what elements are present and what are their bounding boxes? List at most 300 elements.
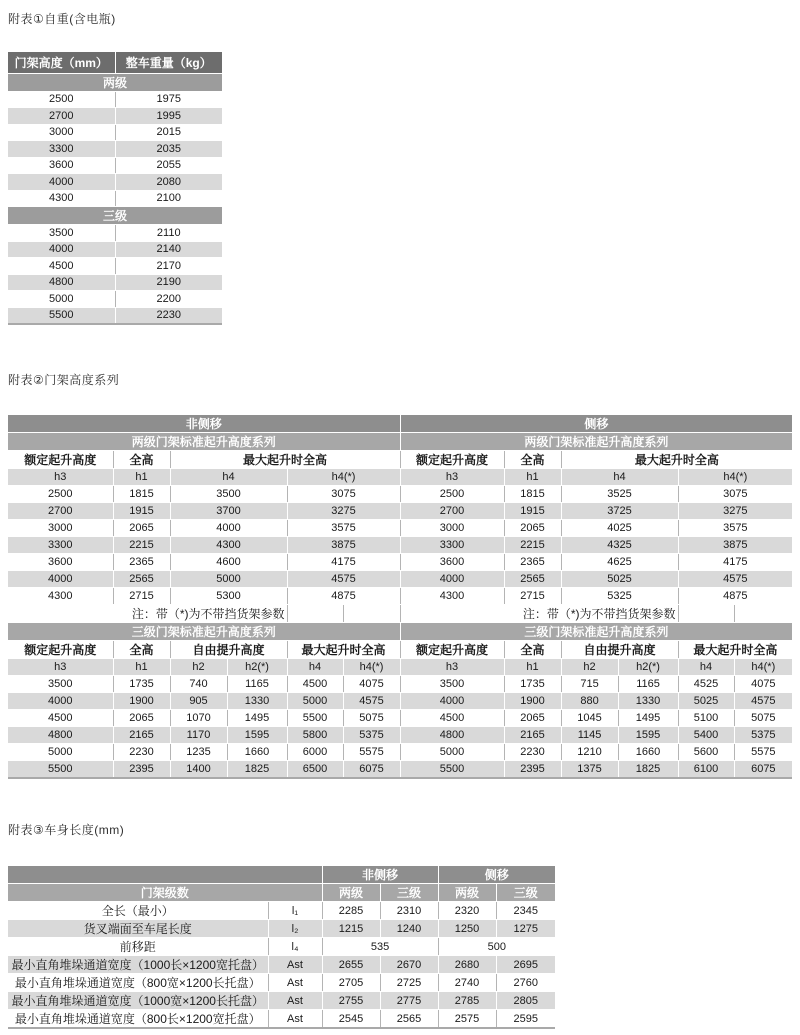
cell: 1915 (504, 503, 561, 520)
row-symbol: l₁ (268, 902, 322, 920)
sub-header: h4(*) (343, 659, 400, 676)
table-row (8, 710, 792, 727)
row-symbol: Ast (268, 974, 322, 992)
cell: 5500 (400, 761, 504, 778)
cell: 4000 (8, 174, 115, 191)
cell: 1995 (115, 108, 222, 125)
cell: 4075 (343, 676, 400, 693)
group-header: 全高 (504, 451, 561, 469)
cell: 5000 (8, 291, 115, 308)
cell: 4000 (170, 520, 287, 537)
cell: 1900 (504, 693, 561, 710)
cell: 2565 (504, 571, 561, 588)
column-header: 两级 (438, 884, 496, 902)
cell: 4300 (400, 588, 504, 605)
cell: 1660 (227, 744, 287, 761)
cell: 1495 (618, 710, 678, 727)
cell: 2575 (438, 1010, 496, 1029)
cell: 3600 (8, 157, 115, 174)
cell: 1145 (561, 727, 618, 744)
column-header: 门架高度（mm） (8, 52, 115, 73)
cell: 2230 (115, 307, 222, 324)
column-header: 整车重量（kg） (115, 52, 222, 73)
cell: 5000 (287, 693, 343, 710)
table2-title: 附表②门架高度系列 (8, 373, 120, 387)
cell: 2500 (400, 486, 504, 503)
row-label: 最小直角堆垛通道宽度（1000宽×1200长托盘） (8, 992, 268, 1010)
cell: 6100 (678, 761, 734, 778)
mast-height-table-wrap (8, 415, 792, 779)
cell: 2655 (322, 956, 380, 974)
table-row (8, 291, 222, 308)
table1-title: 附表①自重(含电瓶) (8, 12, 116, 26)
cell: 3300 (8, 141, 115, 158)
cell: 2715 (113, 588, 170, 605)
cell: 2190 (115, 274, 222, 291)
cell: 6075 (734, 761, 792, 778)
cell: 2365 (113, 554, 170, 571)
cell: 4875 (678, 588, 792, 605)
table-row (8, 241, 222, 258)
cell: 1375 (561, 761, 618, 778)
cell: 4800 (8, 727, 113, 744)
table-row (8, 124, 222, 141)
cell: 1660 (618, 744, 678, 761)
cell: 1825 (227, 761, 287, 778)
table-row (8, 571, 792, 588)
group-header: 全高 (113, 641, 170, 659)
cell: 5575 (734, 744, 792, 761)
cell: 4575 (678, 571, 792, 588)
cell: 4300 (8, 190, 115, 207)
sub-header: h4(*) (734, 659, 792, 676)
cell: 2670 (380, 956, 438, 974)
self-weight-table-wrap (8, 52, 222, 325)
cell: 3075 (287, 486, 400, 503)
cell: 4800 (8, 274, 115, 291)
cell: 2165 (113, 727, 170, 744)
table-row (8, 761, 792, 778)
sub-header: h1 (504, 469, 561, 486)
cell: 2715 (504, 588, 561, 605)
cell: 4500 (400, 710, 504, 727)
cell: 4325 (561, 537, 678, 554)
cell: 4500 (8, 710, 113, 727)
table-row (8, 537, 792, 554)
section-band: 两级 (8, 73, 222, 91)
cell: 3000 (8, 124, 115, 141)
cell: 3275 (678, 503, 792, 520)
cell: 2760 (496, 974, 555, 992)
column-header: 三级 (380, 884, 438, 902)
sub-header: h2 (561, 659, 618, 676)
sub-header: h4 (287, 659, 343, 676)
cell: 2500 (8, 486, 113, 503)
sub-header: h2 (170, 659, 227, 676)
cell: 2395 (113, 761, 170, 778)
cell: 1815 (113, 486, 170, 503)
mode-band: 侧移 (400, 415, 792, 433)
cell: 3600 (400, 554, 504, 571)
cell: 5500 (8, 307, 115, 324)
cell: 2065 (113, 710, 170, 727)
cell: 1400 (170, 761, 227, 778)
row-label: 前移距 (8, 938, 268, 956)
row-label: 最小直角堆垛通道宽度（800宽×1200长托盘） (8, 974, 268, 992)
table-row (8, 174, 222, 191)
cell: 2200 (115, 291, 222, 308)
cell: 1595 (618, 727, 678, 744)
mode-band: 侧移 (438, 866, 555, 884)
table-row (8, 108, 222, 125)
cell: 4175 (287, 554, 400, 571)
cell: 4075 (734, 676, 792, 693)
sub-header: h4(*) (678, 469, 792, 486)
cell: 3600 (8, 554, 113, 571)
cell: 5075 (734, 710, 792, 727)
cell: 3500 (400, 676, 504, 693)
group-header: 自由提升高度 (561, 641, 678, 659)
cell: 905 (170, 693, 227, 710)
table-row (8, 157, 222, 174)
cell: 1915 (113, 503, 170, 520)
row-label: 货叉端面至车尾长度 (8, 920, 268, 938)
cell: 4300 (8, 588, 113, 605)
cell: 2595 (496, 1010, 555, 1029)
cell: 2320 (438, 902, 496, 920)
cell: 1825 (618, 761, 678, 778)
cell: 4575 (287, 571, 400, 588)
table-row (8, 274, 222, 291)
cell: 6075 (343, 761, 400, 778)
cell: 3525 (561, 486, 678, 503)
table-row (8, 258, 222, 275)
table-row (8, 902, 555, 920)
row-symbol: Ast (268, 1010, 322, 1029)
cell: 5375 (343, 727, 400, 744)
cell: 715 (561, 676, 618, 693)
cell: 1250 (438, 920, 496, 938)
empty-band-cell (8, 866, 322, 884)
cell: 2015 (115, 124, 222, 141)
cell: 1170 (170, 727, 227, 744)
cell: 500 (438, 938, 555, 956)
cell: 2310 (380, 902, 438, 920)
group-header: 最大起升时全高 (561, 451, 792, 469)
group-header: 门架级数 (8, 884, 322, 902)
cell: 5075 (343, 710, 400, 727)
cell: 3000 (400, 520, 504, 537)
cell: 2215 (113, 537, 170, 554)
cell: 4000 (8, 693, 113, 710)
series-band: 三级门架标准起升高度系列 (8, 623, 400, 641)
cell: 5025 (561, 571, 678, 588)
cell: 4500 (287, 676, 343, 693)
group-header: 最大起升时全高 (170, 451, 400, 469)
cell: 2680 (438, 956, 496, 974)
cell: 5500 (8, 761, 113, 778)
sub-header: h3 (8, 469, 113, 486)
row-label: 最小直角堆垛通道宽度（1000长×1200宽托盘） (8, 956, 268, 974)
cell: 3000 (8, 520, 113, 537)
cell (734, 605, 792, 623)
cell: 2705 (322, 974, 380, 992)
sub-header: h3 (8, 659, 113, 676)
cell: 2565 (380, 1010, 438, 1029)
cell: 5000 (400, 744, 504, 761)
cell: 2500 (8, 91, 115, 108)
cell: 1210 (561, 744, 618, 761)
cell (678, 605, 734, 623)
sub-header: h1 (113, 469, 170, 486)
group-header: 最大起升时全高 (287, 641, 400, 659)
cell: 1975 (115, 91, 222, 108)
table-row (8, 744, 792, 761)
sub-header: h3 (400, 659, 504, 676)
cell: 2140 (115, 241, 222, 258)
group-header: 额定起升高度 (8, 451, 113, 469)
cell: 3300 (400, 537, 504, 554)
row-symbol: l₄ (268, 938, 322, 956)
header-row (8, 52, 222, 73)
cell: 2035 (115, 141, 222, 158)
note: 注：带（*)为不带挡货架参数 (8, 605, 287, 623)
cell: 1070 (170, 710, 227, 727)
cell: 2080 (115, 174, 222, 191)
mast-height-table (8, 415, 792, 779)
cell: 4025 (561, 520, 678, 537)
column-header: 两级 (322, 884, 380, 902)
cell: 4625 (561, 554, 678, 571)
column-header-row (8, 884, 555, 902)
cell: 4525 (678, 676, 734, 693)
cell: 4800 (400, 727, 504, 744)
cell: 2700 (8, 503, 113, 520)
group-header: 额定起升高度 (400, 451, 504, 469)
sub-header: h4 (170, 469, 287, 486)
sub-header: h1 (504, 659, 561, 676)
cell: 1900 (113, 693, 170, 710)
cell: 2230 (504, 744, 561, 761)
cell: 1165 (227, 676, 287, 693)
table-row (8, 920, 555, 938)
cell: 2170 (115, 258, 222, 275)
cell: 1495 (227, 710, 287, 727)
cell: 2700 (400, 503, 504, 520)
cell: 880 (561, 693, 618, 710)
cell: 5400 (678, 727, 734, 744)
cell: 2695 (496, 956, 555, 974)
table-row (8, 974, 555, 992)
cell: 4000 (400, 693, 504, 710)
cell: 740 (170, 676, 227, 693)
cell: 3500 (170, 486, 287, 503)
table-row (8, 554, 792, 571)
row-label: 全长（最小） (8, 902, 268, 920)
cell: 1235 (170, 744, 227, 761)
mode-band: 非侧移 (8, 415, 400, 433)
cell: 3575 (287, 520, 400, 537)
table-row (8, 956, 555, 974)
sub-header: h3 (400, 469, 504, 486)
cell: 1275 (496, 920, 555, 938)
cell: 5500 (287, 710, 343, 727)
cell: 1595 (227, 727, 287, 744)
cell: 4500 (8, 258, 115, 275)
cell: 2365 (504, 554, 561, 571)
row-symbol: Ast (268, 956, 322, 974)
mode-band-row (8, 866, 555, 884)
cell: 2395 (504, 761, 561, 778)
group-header-row (8, 451, 792, 469)
note: 注：带（*)为不带挡货架参数 (400, 605, 678, 623)
row-symbol: l₂ (268, 920, 322, 938)
cell: 2065 (504, 710, 561, 727)
group-header: 自由提升高度 (170, 641, 287, 659)
cell: 2700 (8, 108, 115, 125)
sub-header: h2(*) (618, 659, 678, 676)
sub-header-row (8, 469, 792, 486)
cell: 2055 (115, 157, 222, 174)
cell: 2165 (504, 727, 561, 744)
cell: 2565 (113, 571, 170, 588)
cell: 1045 (561, 710, 618, 727)
series-band-row (8, 623, 792, 641)
sub-header: h4 (678, 659, 734, 676)
cell: 2345 (496, 902, 555, 920)
cell: 4175 (678, 554, 792, 571)
section-band: 三级 (8, 207, 222, 225)
cell: 1240 (380, 920, 438, 938)
cell (287, 605, 343, 623)
table-row (8, 91, 222, 108)
series-band: 两级门架标准起升高度系列 (8, 433, 400, 451)
table-row (8, 503, 792, 520)
cell: 3575 (678, 520, 792, 537)
sub-header: h1 (113, 659, 170, 676)
cell: 4000 (400, 571, 504, 588)
cell: 2100 (115, 190, 222, 207)
note-row (8, 605, 792, 623)
cell: 2545 (322, 1010, 380, 1029)
cell: 5000 (170, 571, 287, 588)
sub-header: h4(*) (287, 469, 400, 486)
cell: 5800 (287, 727, 343, 744)
table-row (8, 141, 222, 158)
table-row (8, 938, 555, 956)
sub-header: h4 (561, 469, 678, 486)
table-row (8, 588, 792, 605)
cell: 6000 (287, 744, 343, 761)
cell: 535 (322, 938, 438, 956)
band-row (8, 73, 222, 91)
series-band-row (8, 433, 792, 451)
cell: 3500 (8, 676, 113, 693)
cell: 1815 (504, 486, 561, 503)
group-header: 全高 (113, 451, 170, 469)
cell: 4575 (343, 693, 400, 710)
cell: 1735 (113, 676, 170, 693)
sub-header: h2(*) (227, 659, 287, 676)
self-weight-table (8, 52, 222, 325)
cell: 5375 (734, 727, 792, 744)
cell: 5025 (678, 693, 734, 710)
cell: 3875 (287, 537, 400, 554)
cell: 2285 (322, 902, 380, 920)
cell: 4600 (170, 554, 287, 571)
cell (343, 605, 400, 623)
group-header: 额定起升高度 (400, 641, 504, 659)
band-row (8, 207, 222, 225)
cell: 2805 (496, 992, 555, 1010)
cell: 4575 (734, 693, 792, 710)
table-row (8, 307, 222, 324)
table-row (8, 225, 222, 242)
table-row (8, 992, 555, 1010)
table3-title: 附表③车身长度(mm) (8, 823, 125, 837)
mode-band: 非侧移 (322, 866, 438, 884)
cell: 5325 (561, 588, 678, 605)
table-row (8, 190, 222, 207)
table-row (8, 520, 792, 537)
body-length-table-wrap (8, 866, 555, 1029)
table-row (8, 486, 792, 503)
cell: 2755 (322, 992, 380, 1010)
table-row (8, 727, 792, 744)
cell: 2065 (113, 520, 170, 537)
cell: 3300 (8, 537, 113, 554)
cell: 3725 (561, 503, 678, 520)
cell: 1330 (618, 693, 678, 710)
group-header-row (8, 641, 792, 659)
cell: 1215 (322, 920, 380, 938)
cell: 2215 (504, 537, 561, 554)
series-band: 两级门架标准起升高度系列 (400, 433, 792, 451)
table-row (8, 1010, 555, 1029)
group-header: 额定起升高度 (8, 641, 113, 659)
cell: 4300 (170, 537, 287, 554)
cell: 4000 (8, 241, 115, 258)
body-length-table (8, 866, 555, 1029)
cell: 2785 (438, 992, 496, 1010)
cell: 2775 (380, 992, 438, 1010)
series-band: 三级门架标准起升高度系列 (400, 623, 792, 641)
cell: 2065 (504, 520, 561, 537)
column-header: 三级 (496, 884, 555, 902)
cell: 1735 (504, 676, 561, 693)
table-row (8, 693, 792, 710)
cell: 3700 (170, 503, 287, 520)
table-row (8, 676, 792, 693)
cell: 5300 (170, 588, 287, 605)
mode-band-row (8, 415, 792, 433)
cell: 1330 (227, 693, 287, 710)
cell: 5575 (343, 744, 400, 761)
cell: 1165 (618, 676, 678, 693)
group-header: 最大起升时全高 (678, 641, 792, 659)
cell: 4000 (8, 571, 113, 588)
group-header: 全高 (504, 641, 561, 659)
cell: 5000 (8, 744, 113, 761)
cell: 2230 (113, 744, 170, 761)
cell: 5100 (678, 710, 734, 727)
cell: 2110 (115, 225, 222, 242)
cell: 3275 (287, 503, 400, 520)
cell: 3500 (8, 225, 115, 242)
cell: 2740 (438, 974, 496, 992)
row-symbol: Ast (268, 992, 322, 1010)
row-label: 最小直角堆垛通道宽度（800长×1200宽托盘） (8, 1010, 268, 1029)
